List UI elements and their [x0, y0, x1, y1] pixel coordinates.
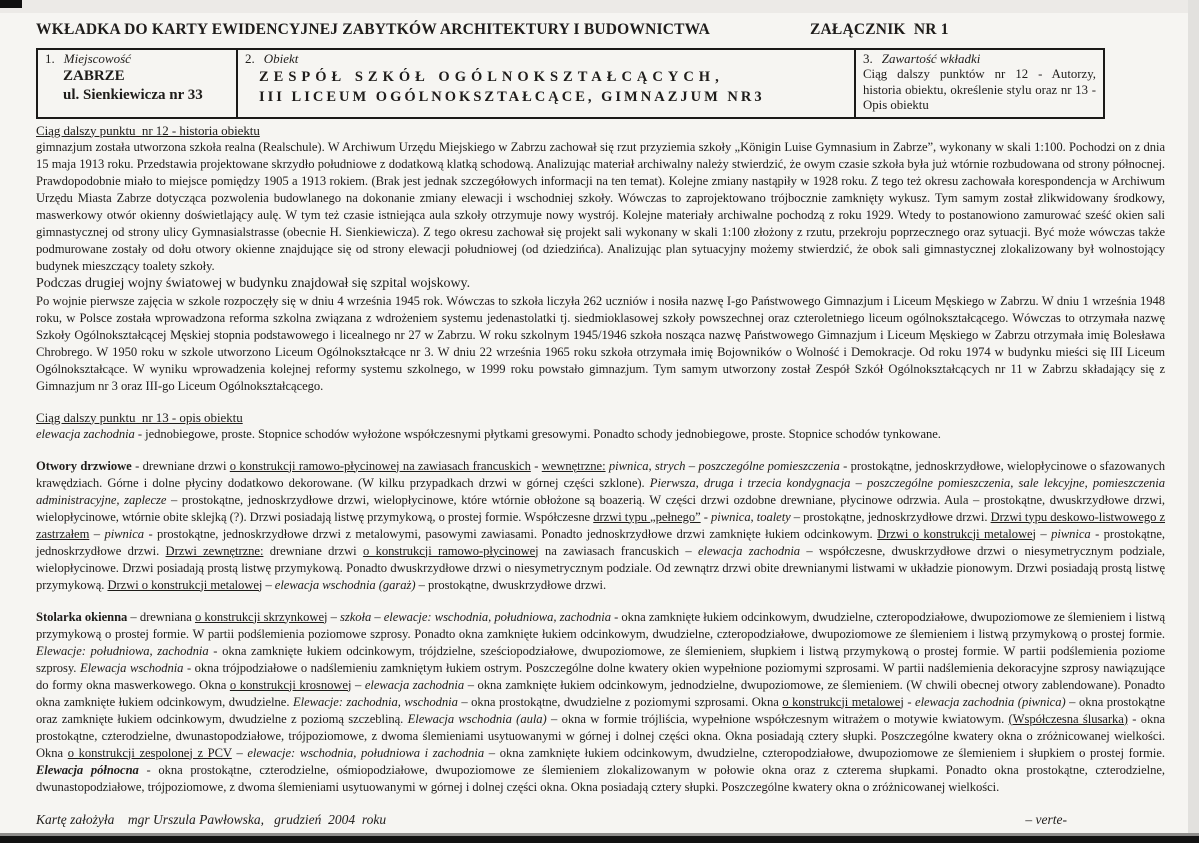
- document-footer: [36, 812, 1165, 828]
- line-west-elevation-description: elewacja zachodnia - jednobiegowe, proste. Stopnice schodów wyłożone współczesnymi płytkami gresowymi. Ponadto schody jednobiegowe, proste. Stopnice schodów tynkowane.: [36, 426, 941, 441]
- annex-label: ZAŁĄCZNIK NR 1: [810, 21, 949, 38]
- section-heading-point-12: Ciąg dalszy punktu nr 12 - historia obiektu: [36, 122, 260, 138]
- object-label: 2. Obiekt: [245, 51, 299, 66]
- locality-label: 1. Miejscowość: [45, 51, 131, 66]
- card-author-note: Kartę założyła mgr Urszula Pawłowska, grudzień 2004 roku: [36, 811, 387, 827]
- paragraph-postwar: Po wojnie pierwsze zajęcia w szkole rozpoczęły się w dniu 4 września 1945 rok. Wówczas to szkoła liczyła 262 uczniów i nosiła nazwę I-go Państwowego Gimnazjum i Liceum Męskiego w Zabrzu. W dniu 1 września 1948 roku, w Polsce została wprowadzona reforma szkolna związana z wdrożeniem systemu jedenastolatki tj. siedmioklasowej szkoły powszechnej oraz czteroletniego liceum ogólnokształcącego. Wówczas to otrzymała nazwę Szkoły Ogólnokształcącej Męskiej stopnia podstawowego i licealnego nr 27 w Zabrzu. W roku szkolnym 1945/1946 szkoła nosząca nazwę Państwowego Gimnazjum i Liceum Męskiego w Zabrzu otrzymała imię Bolesława Chrobrego. W 1950 roku w szkole utworzono Liceum Ogólnokształcące nr 3. W dniu 22 września 1965 roku szkoła otrzymała imię Bojowników o Wolność i Demokracje. Od roku 1974 w budynku mieści się III Liceum Ogólnokształcące. W wyniku wprowadzenia kolejnej reformy systemu szkolnego, w 1999 roku powstało gimnazjum. Tym samym utworzony został Zespół Szkół Ogólnokształcących nr 11 w Zabrzu składający się z Gimnazjum nr 3 oraz III-go Liceum Ogólnokształcącego.: [36, 293, 1165, 393]
- document-header: [36, 21, 1165, 40]
- cell-locality: [37, 49, 237, 118]
- locality-number: 1.: [45, 51, 55, 66]
- paragraph-window-joinery: Stolarka okienna – drewniana o konstrukcji skrzynkowej – szkoła – elewacje: wschodnia, południowa, zachodnia - okna zamknięte łukiem odcinkowym, dwudzielne, czteropodziałowe, dwupoziomowe ze ślemieniem i listwą przymykową o prostej formie. W partii podślemienia poziomowe szprosy. Ponadto okna zamknięte łukiem odcinkowym, dwudzielne, czteropodziałowe, dwupoziomowe ze ślemieniem i listwą przymykową o prostej formie. Elewacje: południowa, zachodnia - okna zamknięte łukiem odcinkowym, trójdzielne, sześciopodziałowe, dwupoziomowe, ze ślemieniem, słupkiem i listwą przymykową o prostej formie. W partii podślemienia poziome szprosy. Elewacja wschodnia - okna trójpodziałowe o nadślemieniu zamkniętym łukiem ostrym. Poszczególne dolne kwatery okien wypełnione poziomymi szprosami. W partii nadślemienia dekoracyjne szprosy nawiązujące do formy okna maswerkowego. Okna o konstrukcji krosnowej – elewacja zachodnia – okna zamknięte łukiem odcinkowym, jednodzielne, dwupoziomowe, ze ślemieniem. (W chwili obecnej otwory zablendowane). Ponadto okna zamknięte łukiem odcinkowym, dwudzielne. Elewacje: zachodnia, wschodnia – okna prostokątne, dwudzielne z poziomymi szprosami. Okna o konstrukcji metalowej - elewacja zachodnia (piwnica) – okna prostokątne oraz zamknięte łukiem odcinkowym, dwudzielne z poziomą szczebliną. Elewacja wschodnia (aula) – okna w formie trójliścia, wypełnione współczesnym witrażem o motywie kwiatowym. (Współczesna ślusarka) - okna prostokątne, czterodzielne, dwunastopodziałowe, trójpoziomowe, z dwoma ślemieniami usytuowanymi w górnej i dolnej części okna. Okna posiadają cztery słupki. Poszczególne kwatery okna o zróżnicowanej wielkości. Okna o konstrukcji zespolonej z PCV – elewacje: wschodnia, południowa i zachodnia – okna zamknięte łukiem odcinkowym, dwudzielne, czteropodziałowe, dwupoziomowe ze ślemieniem i słupkiem o prostej formie. Elewacja północna - okna prostokątne, czterodzielne, ośmiopodziałowe, dwupoziomowe ze ślemieniem zlokalizowanym w połowie okna oraz z czterema słupkami. Ponadto okna prostokątne, czterodzielne, dwunastopodziałowe, trójpoziomowe, z dwoma ślemieniami usytuowanymi w górnej i dolnej części okna. Okna posiadają cztery słupki. Poszczególne kwatery okna o zróżnicowanej wielkości.: [36, 609, 1166, 794]
- object-name-line2: III LICEUM OGÓLNOKSZTAŁCĄCE, GIMNAZJUM NR3: [259, 89, 765, 105]
- document-content: [36, 0, 1165, 828]
- insert-contents-text: Ciąg dalszy punktów nr 12 - Autorzy, historia obiektu, określenie stylu oraz nr 13 - Opis obiektu: [863, 67, 1096, 112]
- scan-corner-mark: [0, 0, 22, 8]
- locality-street: ul. Sienkiewicza nr 33: [63, 87, 203, 103]
- locality-city: ZABRZE: [63, 68, 125, 84]
- insert-contents-label: 3. Zawartość wkładki: [863, 51, 981, 66]
- cell-insert-contents: [855, 49, 1104, 118]
- section-heading-point-13: Ciąg dalszy punktu nr 13 - opis obiektu: [36, 409, 243, 425]
- line-wartime: Podczas drugiej wojny światowej w budynku znajdował się szpital wojskowy.: [36, 275, 471, 291]
- object-number: 2.: [245, 51, 255, 66]
- verte-label: – verte-: [1025, 811, 1067, 827]
- document-title: WKŁADKA DO KARTY EWIDENCYJNEJ ZABYTKÓW ARCHITEKTURY I BUDOWNICTWA: [36, 21, 711, 38]
- paragraph-history: gimnazjum została utworzona szkoła realna (Realschule). W Archiwum Urzędu Miejskiego w Zabrzu zachował się rzut przyziemia szkoły „Königin Luise Gymnasium in Zabrze”, wykonany w skali 1:100. Pochodzi on z dnia 15 maja 1913 roku. Przedstawia projektowane skrzydło południowe z dodatkową klatką schodową. Analizując materiał archiwalny należy stwierdzić, że owym czasie szkoła była już wtórnie rozbudowana od strony północnej. Prawdopodobnie miało to miejsce pomiędzy 1905 a 1913 rokiem. (Brak jest jednak szczegółowych informacji na ten temat). Kolejne zmiany nastąpiły w 1928 roku. Z tego też okresu zachowała korespondencja w Archiwum Urzędu Miasta Zabrze dotycząca pozwolenia budowlanego na dokonanie zmiany elewacji i wschodniej szkoły. Wówczas to zaprojektowano trójbocznie zamknięty wykusz. Tym samym został zlikwidowany środkowy, maswerkowy otwór okienny doświetlający aulę. W tym też czasie istniejąca aula szkoły otrzymuje nowy wystrój. Kolejne materiały archiwalne pochodzą z roku 1929. Wtedy to postanowiono zamurować sześć okien sali gimnastycznej od strony ulicy Gymnasialstrasse (obecnie H. Sienkiewicza). Z tego okresu zachował się projekt sali wykonany w skali 1:100 złożony z rzutu, przekroju poprzecznego oraz sytuacji. Być może wówczas także podmurowane zostały od dołu otwory okienne znajdujące się od strony elewacji południowej (od dziedzińca). Analizując plan sytuacyjny możemy stwierdzić, że obok sali gimnastycznej zlokalizowany był wolnostojący budynek mieszczący toalety szkoły.: [36, 139, 1165, 273]
- paragraph-door-openings: Otwory drzwiowe - drewniane drzwi o konstrukcji ramowo-płycinowej na zawiasach francuskich - wewnętrzne: piwnica, strych – poszczególne pomieszczenia - prostokątne, jednoskrzydłowe, wielopłycinowe o sfazowanych krawędziach. Górne i dolne płyciny dodatkowo dekorowane. (W kilku przypadkach drzwi w górnej części szklone). Pierwsza, druga i trzecia kondygnacja – poszczególne pomieszczenia, sale lekcyjne, pomieszczenia administracyjne, zaplecze – prostokątne, jednoskrzydłowe drzwi, wielopłycinowe, które wtórnie obłożone są boazerią. W części drzwi ozdobne drewniane, płycinowe odrzwia. Aula – prostokątne, dwuskrzydłowe drzwi, wielopłycinowe, wtórnie obite sklejką (?). Drzwi posiadają listwę przymykową, o prostej formie. Współczesne drzwi typu „pełnego” - piwnica, toalety – prostokątne, jednoskrzydłowe drzwi. Drzwi typu deskowo-listwowego z zastrzałem – piwnica - prostokątne, jednoskrzydłowe drzwi z metalowymi, pasowymi zawiasami. Ponadto jednoskrzydłowe drzwi zamknięte łukiem odcinkowym. Drzwi o konstrukcji metalowej – piwnica - prostokątne, jednoskrzydłowe drzwi. Drzwi zewnętrzne: drewniane drzwi o konstrukcji ramowo-płycinowej na zawiasach francuskich – elewacja zachodnia – współczesne, dwuskrzydłowe drzwi o niesymetrycznym podziale, wielopłycinowe. Drzwi posiadają prostą listwę przymykową. Ponadto dwuskrzydłowe drzwi o niesymetrycznym podziale. Od zewnątrz drzwi obite drewnianymi listwami w układzie pionowym. Drzwi posiadają prostą listwę przymykową. Drzwi o konstrukcji metalowej – elewacja wschodnia (garaż) – prostokątne, dwuskrzydłowe drzwi.: [36, 458, 1166, 592]
- cell-object: [237, 49, 855, 118]
- info-table: [36, 48, 1105, 119]
- scan-bottom-bar: [0, 836, 1199, 843]
- info-table-row: [37, 49, 1104, 118]
- insert-contents-number: 3.: [863, 51, 873, 66]
- scan-right-edge: [1188, 0, 1199, 843]
- object-name-line1: ZESPÓŁ SZKÓŁ OGÓLNOKSZTAŁCĄCYCH,: [259, 69, 724, 85]
